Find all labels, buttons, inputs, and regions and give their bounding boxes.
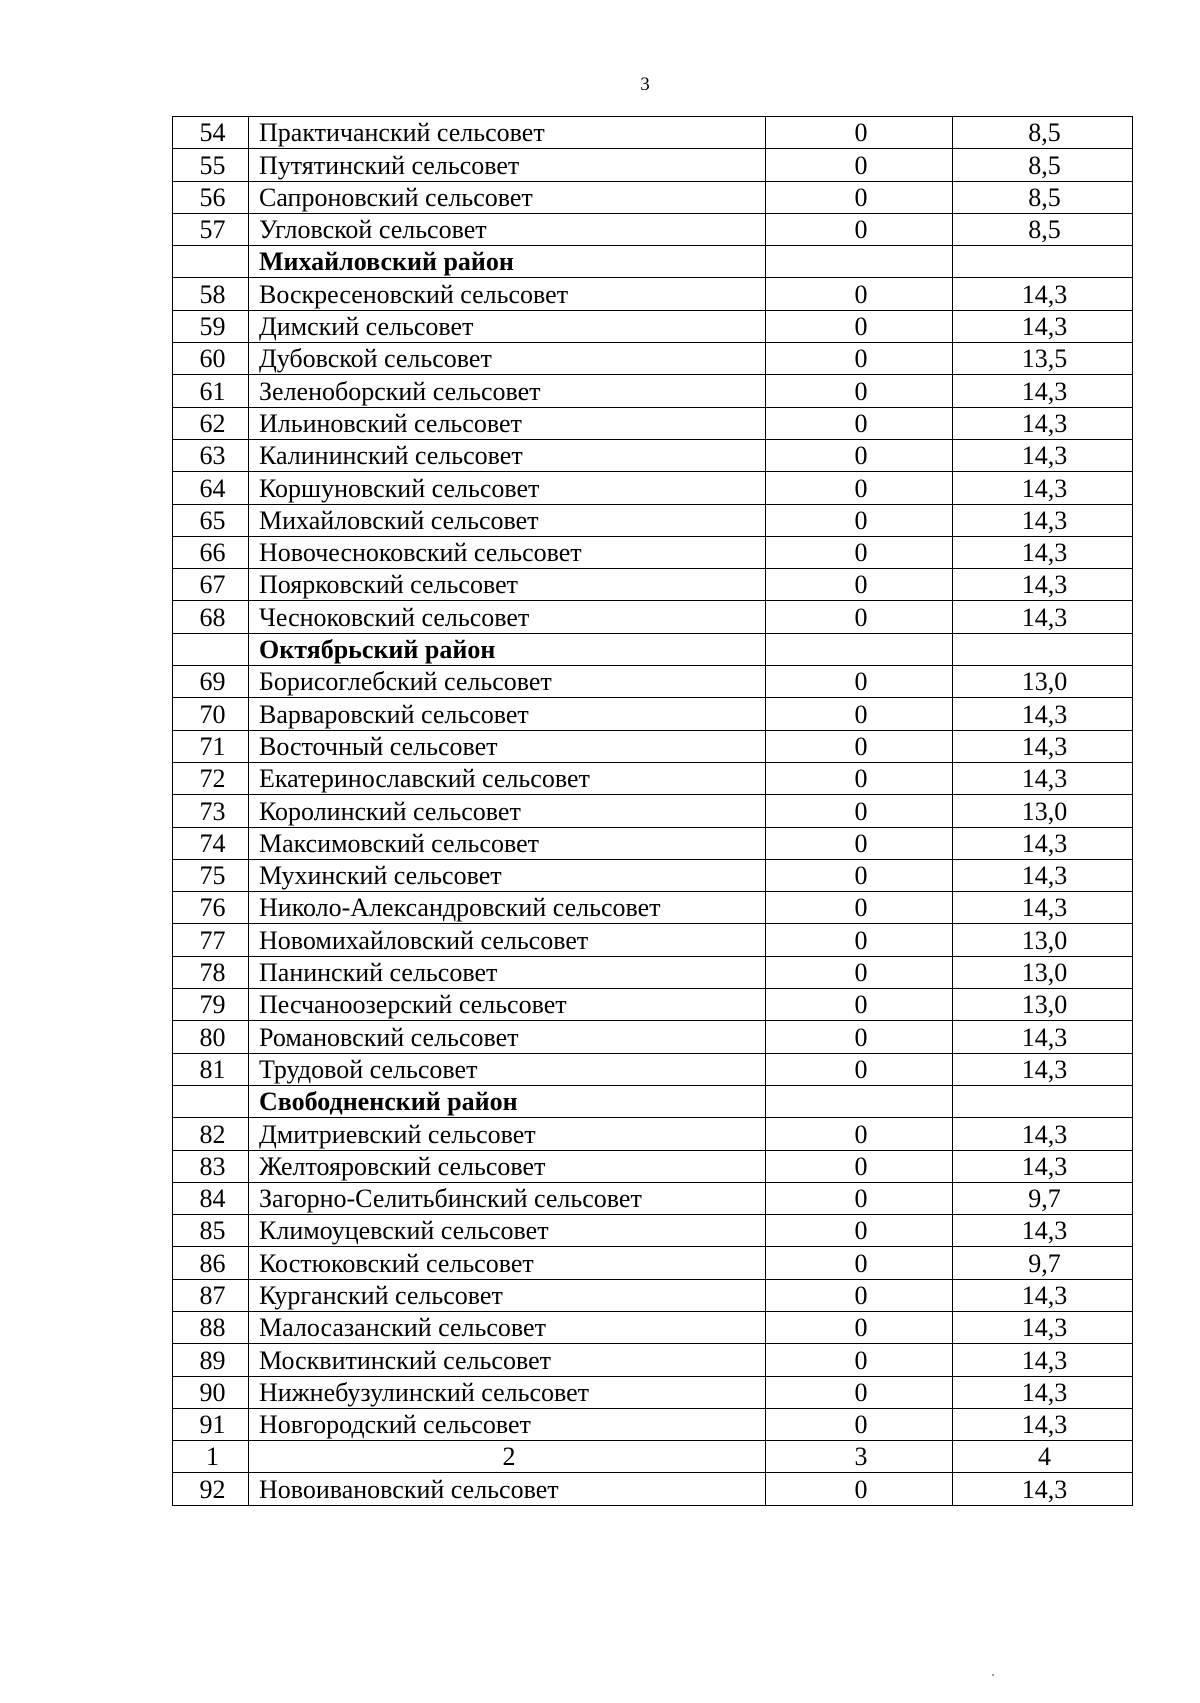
value-b-cell: 8,5 [953, 213, 1133, 245]
value-b-cell: 14,3 [953, 1215, 1133, 1247]
settlement-name-cell: Москвитинский сельсовет [249, 1344, 766, 1376]
row-number-cell [173, 1085, 249, 1117]
row-number-cell: 65 [173, 504, 249, 536]
value-b-cell: 14,3 [953, 892, 1133, 924]
row-number-cell: 79 [173, 989, 249, 1021]
table-row [173, 375, 1133, 407]
value-a-cell: 0 [766, 1021, 953, 1053]
value-a-cell: 0 [766, 343, 953, 375]
settlement-name-cell: Новочесноковский сельсовет [249, 536, 766, 568]
row-number-cell: 56 [173, 181, 249, 213]
value-a-cell: 0 [766, 762, 953, 794]
value-a-cell: 0 [766, 859, 953, 891]
value-b-cell: 14,3 [953, 1118, 1133, 1150]
settlement-name-cell: Зеленоборский сельсовет [249, 375, 766, 407]
table-row [173, 569, 1133, 601]
value-b-cell: 14,3 [953, 1473, 1133, 1505]
value-b-cell: 14,3 [953, 1376, 1133, 1408]
table-row [173, 310, 1133, 342]
value-a-cell: 0 [766, 504, 953, 536]
table-row [173, 1053, 1133, 1085]
district-header-row [173, 246, 1133, 278]
row-number-cell: 60 [173, 343, 249, 375]
row-number-cell: 70 [173, 698, 249, 730]
value-b-cell: 14,3 [953, 536, 1133, 568]
value-b-cell: 14,3 [953, 698, 1133, 730]
settlement-name-cell: Ильиновский сельсовет [249, 407, 766, 439]
settlement-name-cell: Трудовой сельсовет [249, 1053, 766, 1085]
settlement-name-cell: Курганский сельсовет [249, 1279, 766, 1311]
table-row [173, 827, 1133, 859]
settlement-name-cell: Новоивановский сельсовет [249, 1473, 766, 1505]
row-number-cell: 88 [173, 1311, 249, 1343]
row-number-cell: 73 [173, 795, 249, 827]
value-a-cell: 3 [766, 1441, 953, 1473]
district-header-row [173, 633, 1133, 665]
table-row [173, 472, 1133, 504]
settlement-name-cell: Николо-Александровский сельсовет [249, 892, 766, 924]
settlement-name-cell: Восточный сельсовет [249, 730, 766, 762]
row-number-cell: 83 [173, 1150, 249, 1182]
row-number-cell: 69 [173, 666, 249, 698]
value-b-cell: 13,0 [953, 666, 1133, 698]
settlement-name-cell: Желтояровский сельсовет [249, 1150, 766, 1182]
row-number-cell: 1 [173, 1441, 249, 1473]
value-b-cell: 9,7 [953, 1182, 1133, 1214]
column-numbers-row [173, 1441, 1133, 1473]
table-row [173, 956, 1133, 988]
value-a-cell: 0 [766, 536, 953, 568]
row-number-cell: 76 [173, 892, 249, 924]
table-row [173, 989, 1133, 1021]
row-number-cell: 87 [173, 1279, 249, 1311]
row-number-cell: 77 [173, 924, 249, 956]
row-number-cell: 86 [173, 1247, 249, 1279]
settlement-name-cell: Панинский сельсовет [249, 956, 766, 988]
value-a-cell: 0 [766, 213, 953, 245]
settlement-name-cell: Дмитриевский сельсовет [249, 1118, 766, 1150]
value-b-cell: 14,3 [953, 1344, 1133, 1376]
settlement-name-cell: Костюковский сельсовет [249, 1247, 766, 1279]
table-row [173, 278, 1133, 310]
row-number-cell: 55 [173, 149, 249, 181]
table-row [173, 407, 1133, 439]
value-b-cell: 14,3 [953, 1021, 1133, 1053]
value-b-cell: 14,3 [953, 1150, 1133, 1182]
row-number-cell: 80 [173, 1021, 249, 1053]
value-a-cell: 0 [766, 439, 953, 471]
row-number-cell: 72 [173, 762, 249, 794]
value-b-cell: 13,0 [953, 989, 1133, 1021]
value-b-cell: 8,5 [953, 181, 1133, 213]
value-b-cell [953, 633, 1133, 665]
value-b-cell [953, 1085, 1133, 1117]
value-a-cell: 0 [766, 1182, 953, 1214]
settlement-name-cell: Варваровский сельсовет [249, 698, 766, 730]
value-a-cell: 0 [766, 666, 953, 698]
table-row [173, 117, 1133, 149]
value-a-cell: 0 [766, 1215, 953, 1247]
value-a-cell: 0 [766, 1473, 953, 1505]
settlement-name-cell: Борисоглебский сельсовет [249, 666, 766, 698]
value-a-cell: 0 [766, 924, 953, 956]
value-a-cell: 0 [766, 1311, 953, 1343]
value-a-cell: 0 [766, 698, 953, 730]
value-a-cell: 0 [766, 1247, 953, 1279]
table-row [173, 1311, 1133, 1343]
value-a-cell: 0 [766, 472, 953, 504]
settlement-name-cell: Михайловский район [249, 246, 766, 278]
value-b-cell: 8,5 [953, 149, 1133, 181]
value-b-cell: 9,7 [953, 1247, 1133, 1279]
row-number-cell [173, 246, 249, 278]
value-a-cell: 0 [766, 407, 953, 439]
row-number-cell: 61 [173, 375, 249, 407]
value-a-cell [766, 633, 953, 665]
table-row [173, 730, 1133, 762]
row-number-cell: 67 [173, 569, 249, 601]
table-body [173, 117, 1133, 1506]
settlements-table [172, 116, 1133, 1506]
row-number-cell: 84 [173, 1182, 249, 1214]
table-row [173, 1118, 1133, 1150]
table-row [173, 1215, 1133, 1247]
settlement-name-cell: Михайловский сельсовет [249, 504, 766, 536]
settlement-name-cell: Новомихайловский сельсовет [249, 924, 766, 956]
settlement-name-cell: Мухинский сельсовет [249, 859, 766, 891]
value-a-cell: 0 [766, 795, 953, 827]
table-row [173, 1279, 1133, 1311]
value-a-cell: 0 [766, 1344, 953, 1376]
table-row [173, 1150, 1133, 1182]
value-b-cell [953, 246, 1133, 278]
value-a-cell: 0 [766, 569, 953, 601]
row-number-cell: 85 [173, 1215, 249, 1247]
value-a-cell: 0 [766, 892, 953, 924]
value-a-cell: 0 [766, 117, 953, 149]
settlement-name-cell: Поярковский сельсовет [249, 569, 766, 601]
settlement-name-cell: Калининский сельсовет [249, 439, 766, 471]
settlement-name-cell: Свободненский район [249, 1085, 766, 1117]
value-b-cell: 14,3 [953, 472, 1133, 504]
value-a-cell: 0 [766, 989, 953, 1021]
value-a-cell [766, 1085, 953, 1117]
value-b-cell: 14,3 [953, 278, 1133, 310]
settlement-name-cell: Путятинский сельсовет [249, 149, 766, 181]
value-a-cell: 0 [766, 1279, 953, 1311]
value-a-cell: 0 [766, 601, 953, 633]
row-number-cell [173, 633, 249, 665]
value-a-cell: 0 [766, 1150, 953, 1182]
value-a-cell [766, 246, 953, 278]
row-number-cell: 57 [173, 213, 249, 245]
value-b-cell: 8,5 [953, 117, 1133, 149]
value-b-cell: 14,3 [953, 859, 1133, 891]
value-b-cell: 13,0 [953, 795, 1133, 827]
value-b-cell: 13,0 [953, 956, 1133, 988]
settlement-name-cell: Екатеринославский сельсовет [249, 762, 766, 794]
value-b-cell: 14,3 [953, 504, 1133, 536]
value-b-cell: 4 [953, 1441, 1133, 1473]
value-b-cell: 13,0 [953, 924, 1133, 956]
row-number-cell: 78 [173, 956, 249, 988]
row-number-cell: 63 [173, 439, 249, 471]
scan-speck [992, 1674, 994, 1676]
settlement-name-cell: Октябрьский район [249, 633, 766, 665]
settlement-name-cell: Королинский сельсовет [249, 795, 766, 827]
table-row [173, 1247, 1133, 1279]
settlement-name-cell: Сапроновский сельсовет [249, 181, 766, 213]
row-number-cell: 91 [173, 1408, 249, 1440]
row-number-cell: 68 [173, 601, 249, 633]
settlement-name-cell: Димский сельсовет [249, 310, 766, 342]
table-row [173, 343, 1133, 375]
value-a-cell: 0 [766, 310, 953, 342]
row-number-cell: 71 [173, 730, 249, 762]
settlement-name-cell: Малосазанский сельсовет [249, 1311, 766, 1343]
value-b-cell: 14,3 [953, 730, 1133, 762]
table-row [173, 859, 1133, 891]
value-a-cell: 0 [766, 149, 953, 181]
value-a-cell: 0 [766, 1376, 953, 1408]
table-row [173, 698, 1133, 730]
table-row [173, 439, 1133, 471]
value-a-cell: 0 [766, 1118, 953, 1150]
value-a-cell: 0 [766, 827, 953, 859]
table-row [173, 181, 1133, 213]
row-number-cell: 92 [173, 1473, 249, 1505]
table-row [173, 536, 1133, 568]
settlement-name-cell: Нижнебузулинский сельсовет [249, 1376, 766, 1408]
settlement-name-cell: Дубовской сельсовет [249, 343, 766, 375]
value-a-cell: 0 [766, 956, 953, 988]
value-a-cell: 0 [766, 181, 953, 213]
value-a-cell: 0 [766, 278, 953, 310]
value-b-cell: 14,3 [953, 310, 1133, 342]
row-number-cell: 54 [173, 117, 249, 149]
settlement-name-cell: Максимовский сельсовет [249, 827, 766, 859]
settlement-name-cell: Воскресеновский сельсовет [249, 278, 766, 310]
page-number: 3 [640, 74, 650, 95]
value-b-cell: 14,3 [953, 1279, 1133, 1311]
settlement-name-cell: Загорно-Селитьбинский сельсовет [249, 1182, 766, 1214]
settlement-name-cell: Угловской сельсовет [249, 213, 766, 245]
settlement-name-cell: Новгородский сельсовет [249, 1408, 766, 1440]
row-number-cell: 81 [173, 1053, 249, 1085]
value-b-cell: 14,3 [953, 827, 1133, 859]
row-number-cell: 74 [173, 827, 249, 859]
value-b-cell: 14,3 [953, 1408, 1133, 1440]
value-a-cell: 0 [766, 1408, 953, 1440]
table-row [173, 1344, 1133, 1376]
row-number-cell: 90 [173, 1376, 249, 1408]
table-row [173, 1473, 1133, 1505]
value-b-cell: 14,3 [953, 1311, 1133, 1343]
table-row [173, 1408, 1133, 1440]
table-row [173, 924, 1133, 956]
table-row [173, 213, 1133, 245]
table-row [173, 1021, 1133, 1053]
settlement-name-cell: Песчаноозерский сельсовет [249, 989, 766, 1021]
value-b-cell: 14,3 [953, 569, 1133, 601]
row-number-cell: 66 [173, 536, 249, 568]
value-b-cell: 14,3 [953, 439, 1133, 471]
settlement-name-cell: 2 [249, 1441, 766, 1473]
value-a-cell: 0 [766, 1053, 953, 1085]
value-a-cell: 0 [766, 375, 953, 407]
settlement-name-cell: Климоуцевский сельсовет [249, 1215, 766, 1247]
settlement-name-cell: Чесноковский сельсовет [249, 601, 766, 633]
row-number-cell: 75 [173, 859, 249, 891]
value-b-cell: 14,3 [953, 375, 1133, 407]
value-b-cell: 14,3 [953, 1053, 1133, 1085]
table-row [173, 149, 1133, 181]
table-row [173, 666, 1133, 698]
value-b-cell: 14,3 [953, 601, 1133, 633]
row-number-cell: 64 [173, 472, 249, 504]
table-row [173, 504, 1133, 536]
table-row [173, 1182, 1133, 1214]
row-number-cell: 59 [173, 310, 249, 342]
settlement-name-cell: Коршуновский сельсовет [249, 472, 766, 504]
row-number-cell: 82 [173, 1118, 249, 1150]
row-number-cell: 58 [173, 278, 249, 310]
value-b-cell: 14,3 [953, 407, 1133, 439]
table-row [173, 795, 1133, 827]
table-row [173, 762, 1133, 794]
settlement-name-cell: Практичанский сельсовет [249, 117, 766, 149]
settlement-name-cell: Романовский сельсовет [249, 1021, 766, 1053]
row-number-cell: 89 [173, 1344, 249, 1376]
table-row [173, 601, 1133, 633]
table-row [173, 1376, 1133, 1408]
value-b-cell: 14,3 [953, 762, 1133, 794]
value-a-cell: 0 [766, 730, 953, 762]
value-b-cell: 13,5 [953, 343, 1133, 375]
table-row [173, 892, 1133, 924]
district-header-row [173, 1085, 1133, 1117]
row-number-cell: 62 [173, 407, 249, 439]
